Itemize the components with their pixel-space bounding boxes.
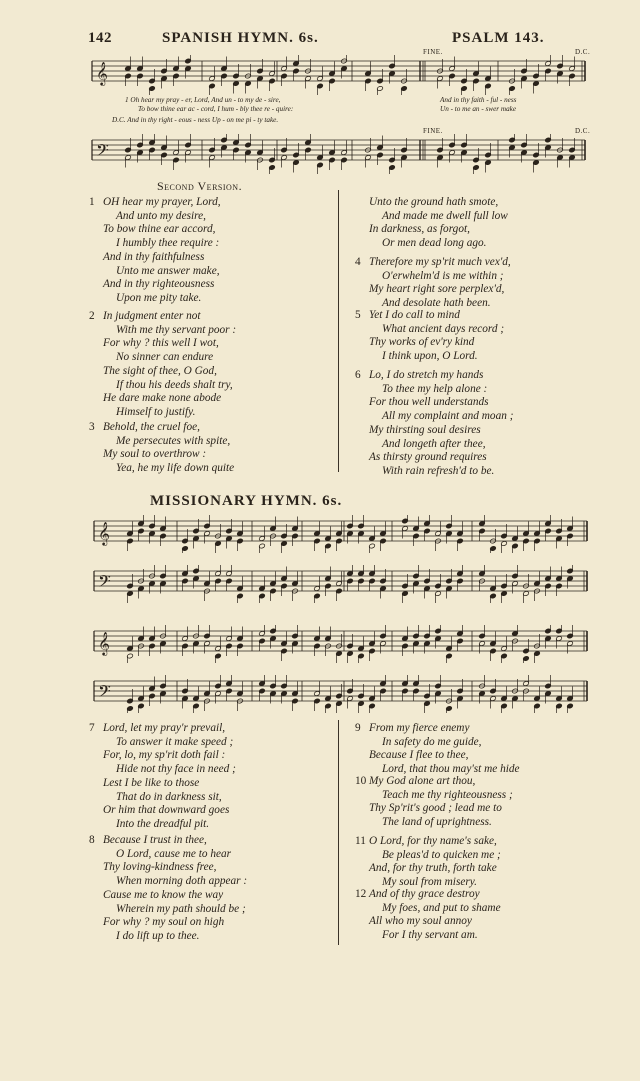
verse-line: For why ? my soul on high	[103, 916, 225, 929]
verse-line: For thou well understands	[369, 396, 489, 409]
verse-line: Thy works of ev'ry kind	[369, 336, 475, 349]
verse-line: My soul from misery.	[382, 876, 477, 889]
verse-line: O'erwhelm'd is me within ;	[382, 269, 504, 282]
verse-line: With rain refresh'd to be.	[382, 464, 495, 477]
verse-line: Into the dreadful pit.	[116, 817, 210, 830]
verse-line: Unto me answer make,	[116, 264, 220, 277]
verse-number: 4	[355, 256, 361, 268]
verse-number: 8	[89, 834, 95, 846]
verse-12	[355, 888, 501, 943]
verse-4	[355, 256, 511, 311]
missionary-staff-1	[92, 515, 592, 553]
verse-line: My thirsting soul desires	[369, 423, 481, 436]
missionary-hymn-title: MISSIONARY HYMN. 6s.	[150, 493, 343, 509]
verse-line: What ancient days record ;	[382, 322, 505, 335]
verse-line: Himself to justify.	[116, 405, 196, 418]
dc-mark: D.C.	[575, 48, 591, 56]
verse-line: Therefore my sp'rit much vex'd,	[369, 256, 511, 268]
svg-text:𝄢: 𝄢	[96, 140, 109, 164]
svg-text:𝄞: 𝄞	[96, 61, 108, 85]
verse-line: Be pleas'd to quicken me ;	[382, 848, 501, 861]
verse-line: Lest I be like to those	[103, 776, 200, 789]
verse-line: To answer it make speed ;	[116, 735, 234, 748]
verse-line: And in thy faithfulness	[103, 250, 205, 263]
verse-3-continued	[369, 196, 508, 251]
verse-number: 3	[89, 421, 95, 433]
spanish-bass-staff	[90, 134, 590, 174]
psalm-title: PSALM 143.	[452, 30, 545, 46]
verse-line: Behold, the cruel foe,	[103, 421, 200, 433]
verse-line: That do in darkness sit,	[116, 790, 222, 803]
verse-line: Lord, that thou may'st me hide	[382, 763, 520, 776]
verse-7	[89, 722, 236, 832]
verse-number: 11	[355, 835, 366, 847]
svg-text:𝄞: 𝄞	[98, 631, 110, 655]
dc-mark: D.C.	[575, 127, 591, 135]
lyric-line-1b: And in thy faith - ful - ness	[440, 96, 517, 104]
verse-line: No sinner can endure	[116, 351, 214, 364]
verse-line: Wherein my path should be ;	[116, 902, 246, 915]
verse-line: And, for thy truth, forth take	[369, 862, 497, 875]
verse-line: O Lord, for thy name's sake,	[369, 835, 497, 847]
verse-number: 10	[355, 775, 367, 787]
verse-line: For I thy servant am.	[382, 929, 478, 942]
verse-line: As thirsty ground requires	[369, 451, 487, 464]
hymn-title: SPANISH HYMN. 6s.	[162, 30, 319, 46]
verse-line: He dare make none abode	[103, 392, 222, 405]
verse-line: Or men dead long ago.	[382, 237, 487, 250]
verse-line: My foes, and put to shame	[382, 901, 501, 914]
verse-line: The sight of thee, O God,	[103, 364, 217, 377]
verse-line: And unto my desire,	[116, 209, 206, 222]
verse-line: Yea, he my life down quite	[116, 462, 235, 475]
verse-line: If thou his deeds shalt try,	[116, 378, 233, 391]
verse-9	[355, 722, 520, 777]
verse-2	[89, 310, 237, 420]
verse-line: Upon me pity take.	[116, 291, 202, 304]
verse-line: O Lord, cause me to hear	[116, 847, 232, 860]
svg-text:𝄞: 𝄞	[98, 521, 110, 545]
verse-line: My God alone art thou,	[369, 775, 476, 787]
verse-line: And desolate hath been.	[382, 297, 491, 310]
verse-line: To thee my help alone :	[382, 382, 488, 395]
verse-line: And longeth after thee,	[382, 437, 486, 450]
verse-line: All who my soul annoy	[369, 915, 472, 928]
lyric-line-3: D.C. And in thy right - eous - ness Up - on me pi - ty take.	[112, 116, 279, 124]
verse-3	[89, 421, 235, 476]
verse-line: Thy Sp'rit's good ; lead me to	[369, 802, 502, 815]
verse-line: I humbly thee require :	[116, 237, 220, 250]
lyric-line-1: 1 Oh hear my pray - er, Lord, And un - to my de - sire,	[125, 96, 281, 104]
verse-line: And of thy grace destroy	[369, 888, 480, 900]
svg-text:𝄢: 𝄢	[98, 571, 111, 595]
verse-line: For, lo, my sp'rit doth fail :	[103, 749, 226, 762]
spanish-treble-staff	[90, 55, 590, 95]
verse-line: And in thy righteousness	[103, 278, 215, 291]
lyric-line-2: To bow thine ear ac - cord, I hum - bly thee re - quire:	[138, 105, 294, 113]
verse-8	[89, 834, 248, 944]
verse-line: Or him that downward goes	[103, 804, 230, 817]
column-divider	[338, 720, 339, 945]
verse-number: 9	[355, 722, 361, 734]
verse-line: Unto the ground hath smote,	[369, 196, 499, 208]
fine-mark: FINE.	[423, 48, 443, 56]
fine-mark: FINE.	[423, 127, 443, 135]
verse-line: Yet I do call to mind	[369, 309, 460, 321]
verse-line: My soul to overthrow :	[103, 448, 207, 461]
column-divider	[338, 190, 339, 472]
lyric-line-2b: Un - to me an - swer make	[440, 105, 517, 113]
verse-10	[355, 775, 513, 830]
verse-line: And made me dwell full low	[382, 209, 508, 222]
verse-number: 6	[355, 369, 361, 381]
verse-1	[89, 196, 221, 306]
verse-line: Because I flee to thee,	[369, 749, 469, 762]
verse-line: In darkness, as forgot,	[369, 223, 470, 236]
verse-line: Because I trust in thee,	[103, 834, 207, 846]
verse-line: In judgment enter not	[103, 310, 201, 322]
second-version-title: Second Version.	[157, 179, 243, 193]
missionary-staff-2	[92, 565, 592, 603]
verse-line: Lo, I do stretch my hands	[369, 369, 484, 381]
verse-line: Thy loving-kindness free,	[103, 861, 217, 874]
verse-6	[355, 369, 514, 479]
verse-line: Teach me thy righteousness ;	[382, 788, 513, 801]
verse-line: With me thy servant poor :	[116, 323, 237, 336]
verse-number: 2	[89, 310, 95, 322]
verse-line: Me persecutes with spite,	[116, 434, 231, 447]
verse-line: In safety do me guide,	[382, 735, 482, 748]
verse-line: From my fierce enemy	[369, 722, 470, 734]
verse-line: The land of uprightness.	[382, 816, 492, 829]
verse-5	[355, 309, 505, 364]
verse-line: Cause me to know the way	[103, 888, 224, 901]
verse-line: OH hear my prayer, Lord,	[103, 196, 221, 208]
verse-line: For why ? this well I wot,	[103, 337, 219, 350]
verse-number: 7	[89, 722, 95, 734]
verse-line: To bow thine ear accord,	[103, 223, 216, 236]
verse-number: 1	[89, 196, 95, 208]
missionary-staff-4	[92, 675, 592, 713]
verse-line: When morning doth appear :	[116, 875, 248, 888]
verse-line: I think upon, O Lord.	[382, 350, 478, 363]
verse-line: All my complaint and moan ;	[382, 410, 514, 423]
verse-line: Hide not thy face in need ;	[116, 763, 236, 776]
verse-line: My heart right sore perplex'd,	[369, 283, 505, 296]
missionary-staff-3	[92, 625, 592, 663]
verse-11	[355, 835, 501, 890]
verse-number: 12	[355, 888, 367, 900]
page-number: 142	[88, 30, 112, 46]
verse-line: Lord, let my pray'r prevail,	[103, 722, 226, 734]
verse-line: I do lift up to thee.	[116, 929, 200, 942]
svg-text:𝄢: 𝄢	[98, 681, 111, 705]
verse-number: 5	[355, 309, 361, 321]
